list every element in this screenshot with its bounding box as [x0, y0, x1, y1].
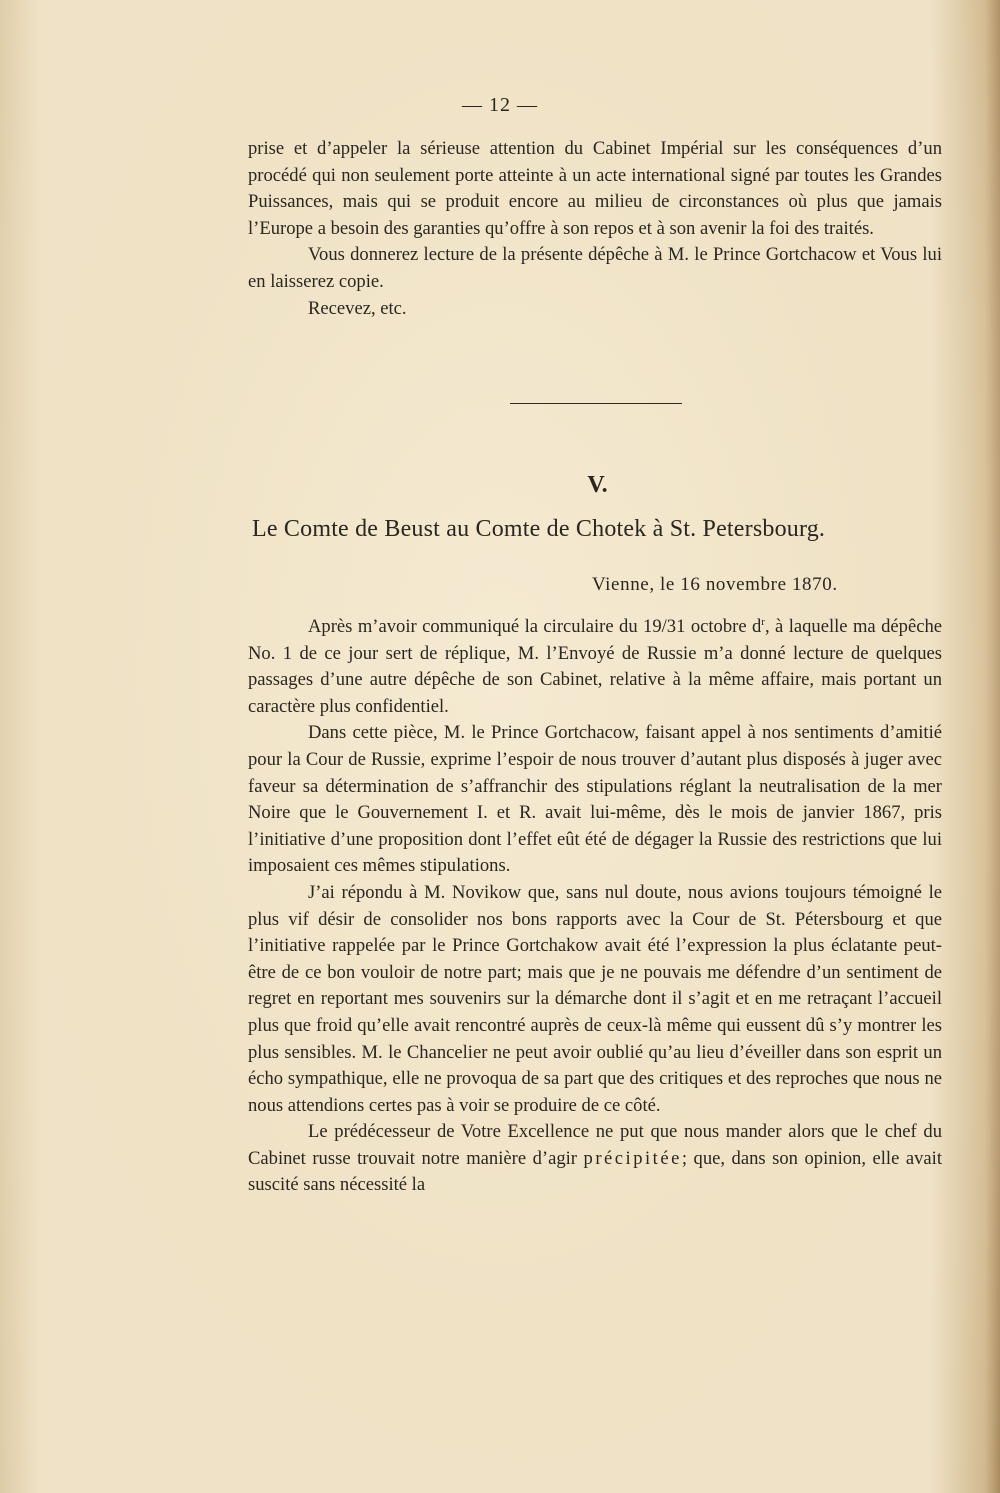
- superscript: r: [761, 615, 765, 628]
- paragraph: [248, 614, 942, 720]
- paragraph: Vous donnerez lecture de la présente dépêche à M. le Prince Gortchacow et Vous lui en laisserez copie.: [248, 244, 942, 292]
- paragraph-text: Le prédécesseur de Votre Excellence ne put que nous mander alors que le chef du Cabinet russe trouvait notre manière d’agir: [248, 1121, 942, 1169]
- section-divider: [510, 403, 682, 404]
- paragraph-text: , à laquelle ma dépêche No. 1 de ce jour sert de réplique, M. l’Envoyé de Russie m’a donné lecture de quelques passages d’une autre dépêche de son Cabinet, relative à la même affaire, mais portant un caractère plus confidentiel.: [248, 616, 943, 717]
- paragraph: Dans cette pièce, M. le Prince Gortchacow, faisant appel à nos sentiments d’amitié pour la Cour de Russie, exprime l’espoir de nous trouver d’autant plus disposés à juger avec faveur sa détermination de s’affranchir des stipulations réglant la neutralisation de la mer Noire que le Gouvernement I. et R. avait lui-même, dès le mois de janvier 1867, pris l’initiative d’une proposition dont l’effet eût été de dégager la Russie des restrictions que lui imposaient ces mêmes stipulations.: [248, 722, 942, 877]
- paragraph-text: ; que, dans son opinion, elle avait suscité sans nécessité la: [248, 1147, 943, 1196]
- section-title: Le Comte de Beust au Comte de Chotek à St. Petersbourg.: [252, 516, 826, 542]
- paragraph: Recevez, etc.: [308, 297, 407, 319]
- paragraph: prise et d’appeler la sérieuse attention du Cabinet Impérial sur les conséquences d’un procédé qui non seulement porte atteinte à un acte international signé par toutes les Grandes Puissances, mais qui se produit encore au milieu de circonstances où plus que jamais l’Europe a besoin des garanties qu’offre à son repos et à son avenir la foi des traités.: [248, 138, 942, 239]
- dateline: Vienne, le 16 novembre 1870.: [592, 574, 838, 595]
- letter-body: [248, 614, 942, 1199]
- emphasized-word: précipitée: [583, 1147, 682, 1169]
- page-number: — 12 —: [462, 94, 538, 116]
- section-number: V.: [587, 472, 608, 498]
- paragraph: [248, 1119, 942, 1199]
- paragraph-text: Après m’avoir communiqué la circulaire du 19/31 octobre d: [308, 616, 762, 637]
- paragraph: J’ai répondu à M. Novikow que, sans nul doute, nous avions toujours témoigné le plus vif désir de consolider nos bons rapports avec la Cour de St. Pétersbourg et que l’initiative rappelée par le Prince Gortchakow avait été l’expression la plus éclatante peut-être de ce bon vouloir de notre part; mais que je ne pouvais me défendre d’un sentiment de regret en reportant mes souvenirs sur la démarche dont il s’agit et en me retraçant l’accueil plus que froid qu’elle avait rencontré auprès de ceux-là même qui eussent dû s’y montrer les plus sensibles. M. le Chancelier ne peut avoir oublié qu’au lieu d’éveiller dans son esprit un écho sympathique, elle ne provoqua de sa part que des critiques et des reproches que nous ne nous attendions certes pas à voir se produire de ce côté.: [248, 881, 942, 1116]
- letter-continuation: [248, 136, 942, 322]
